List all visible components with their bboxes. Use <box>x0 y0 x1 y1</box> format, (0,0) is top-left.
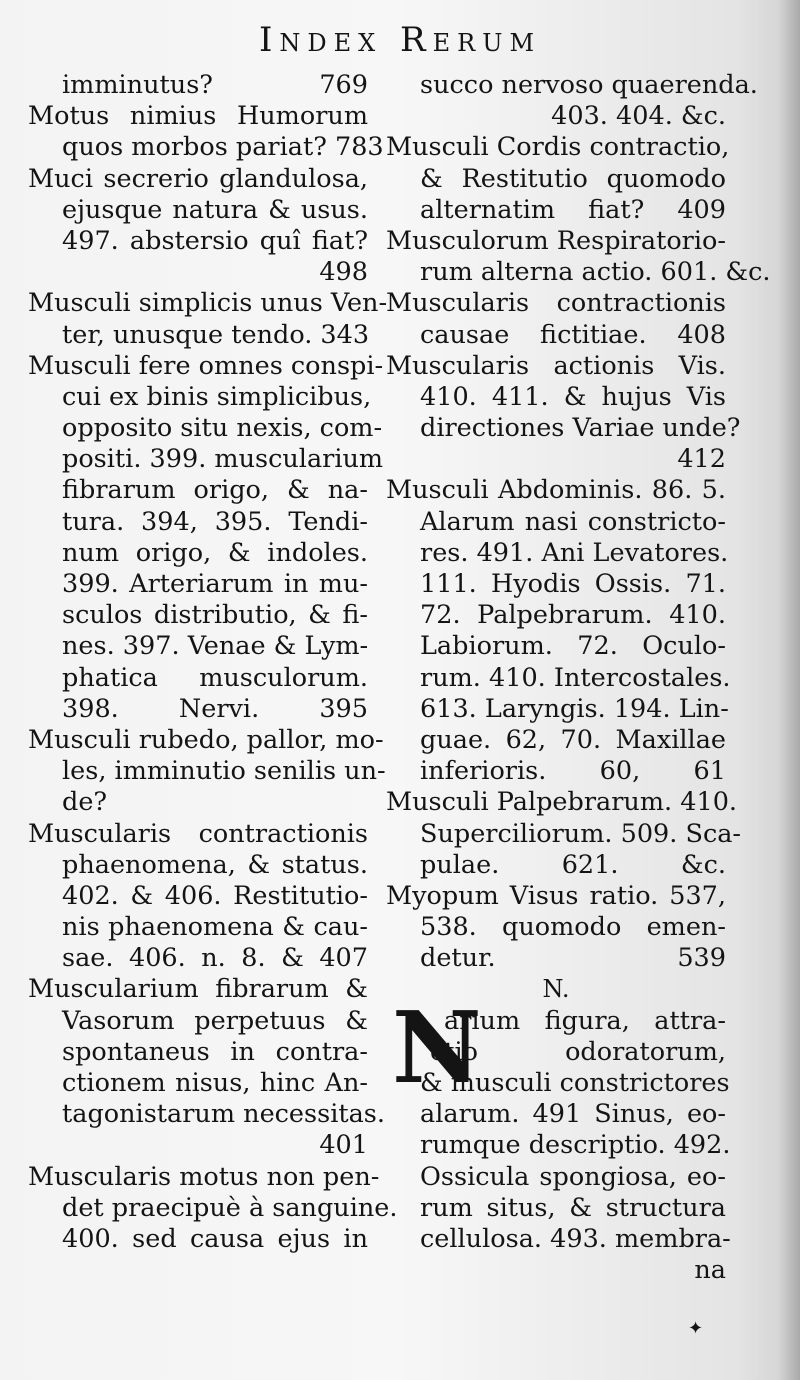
index-line: Musculi fere omnes conspi- <box>28 350 384 381</box>
index-line: ter, unusque tendo. 343 <box>62 319 370 350</box>
index-line: det praecipuè à sanguine. <box>62 1192 398 1223</box>
index-line: Musculi simplicis unus Ven- <box>28 288 388 319</box>
ornament-mark: ✦ <box>688 1318 704 1339</box>
index-line: & musculi constrictores <box>420 1068 730 1098</box>
index-line: cellulosa. 493. membra- <box>420 1223 731 1254</box>
index-line: Motus nimius Humorum <box>28 101 368 132</box>
index-line: 403. 404. &c. <box>551 101 726 132</box>
index-line: Alarum nasi constricto- <box>420 506 726 537</box>
index-line: Musculi rubedo, pallor, mo- <box>28 724 384 755</box>
index-line: res. 491. Ani Levatores. <box>420 537 729 568</box>
index-line: 613. Laryngis. 194. Lin- <box>420 693 729 724</box>
page-edge-shadow <box>778 0 800 1380</box>
dropcap-line: arium figura, attra- <box>444 1005 726 1036</box>
left-column <box>28 70 398 1255</box>
index-line: Labiorum. 72. Oculo- <box>420 631 726 662</box>
index-line: tura. 394, 395. Tendi- <box>62 506 368 537</box>
index-line: na <box>694 1255 726 1286</box>
index-line: Musculorum Respiratorio- <box>386 225 726 256</box>
index-line: Myopum Visus ratio. 537, <box>386 880 726 911</box>
index-line: 412 <box>677 444 726 475</box>
index-line: succo nervoso quaerenda. <box>420 70 758 100</box>
index-line: phaenomena, & status. <box>62 849 368 880</box>
index-line: 498 <box>319 257 368 288</box>
index-line: 399. Arteriarum in mu- <box>62 569 368 599</box>
index-line: de? <box>62 787 108 818</box>
index-line: cui ex binis simplicibus, <box>62 381 372 412</box>
index-line: directiones Variae unde? <box>420 413 741 444</box>
index-line: imminutus? 769 <box>62 70 368 100</box>
section-letter: N. <box>542 975 570 1004</box>
index-line: 401 <box>319 1130 368 1161</box>
index-line: Superciliorum. 509. Sca- <box>420 818 742 849</box>
dropcap-line: ctio odoratorum, <box>430 1036 726 1067</box>
index-line: pulae. 621. &c. <box>420 849 726 880</box>
index-line: Muscularis contractionis <box>28 818 368 849</box>
index-line: detur. 539 <box>420 943 726 974</box>
index-line: positi. 399. muscularium <box>62 444 384 475</box>
index-line: 497. abstersio quî fiat? <box>62 225 368 256</box>
dropcap-letter: N <box>392 990 482 1106</box>
index-line: spontaneus in contra- <box>62 1036 368 1067</box>
right-column-entries <box>386 70 771 974</box>
index-line: 538. quomodo emen- <box>420 912 726 943</box>
index-line: Muscularis motus non pen- <box>28 1161 380 1192</box>
index-line: fibrarum origo, & na- <box>62 475 368 506</box>
index-line: Musculi Palpebrarum. 410. <box>386 787 738 818</box>
index-line: 111. Hyodis Ossis. 71. <box>420 569 726 599</box>
index-line: quos morbos pariat? 783 <box>62 132 384 163</box>
index-line: Muscularis actionis Vis. <box>386 350 726 381</box>
index-line: nes. 397. Venae & Lym- <box>62 631 369 662</box>
index-line: rum situs, & structura <box>420 1192 726 1223</box>
index-line: Ossicula spongiosa, eo- <box>420 1161 726 1192</box>
index-line: Vasorum perpetuus & <box>62 1005 368 1036</box>
right-column <box>386 70 771 1286</box>
index-line: sculos distributio, & fi- <box>62 600 368 631</box>
index-line: ejusque natura & usus. <box>62 194 368 225</box>
index-line: les, imminutio senilis un- <box>62 756 386 787</box>
index-line: inferioris. 60, 61 <box>420 756 726 787</box>
index-line: causae fictitiae. 408 <box>420 319 726 350</box>
index-line: & Restitutio quomodo <box>420 163 726 194</box>
index-line: alternatim fiat? 409 <box>420 194 726 225</box>
page-header: Index Rerum <box>258 20 542 60</box>
index-line: Muci secrerio glandulosa, <box>28 163 368 194</box>
index-line: rum alterna actio. 601. &c. <box>420 257 771 288</box>
index-line: 398. Nervi. 395 <box>62 693 368 724</box>
index-line: nis phaenomena & cau- <box>62 912 368 943</box>
index-line: ctionem nisus, hinc An- <box>62 1068 368 1098</box>
index-line: guae. 62, 70. Maxillae <box>420 724 726 755</box>
index-line: 400. sed causa ejus in <box>62 1223 368 1254</box>
index-line: 402. & 406. Restitutio- <box>62 880 368 911</box>
index-line: sae. 406. n. 8. & 407 <box>62 943 368 974</box>
index-line: rumque descriptio. 492. <box>420 1130 731 1161</box>
index-line: tagonistarum necessitas. <box>62 1099 385 1130</box>
index-line: opposito situ nexis, com- <box>62 413 383 444</box>
index-line: Muscularis contractionis <box>386 288 726 319</box>
index-line: alarum. 491 Sinus, eo- <box>420 1099 726 1130</box>
index-line: num origo, & indoles. <box>62 537 368 568</box>
index-line: Musculi Cordis contractio, <box>386 132 730 163</box>
index-line: 72. Palpebrarum. 410. <box>420 600 726 631</box>
index-line: Muscularium fibrarum & <box>28 974 368 1005</box>
index-line: rum. 410. Intercostales. <box>420 662 731 693</box>
index-line: phatica musculorum. <box>62 662 368 693</box>
index-line: Musculi Abdominis. 86. 5. <box>386 475 726 506</box>
index-line: 410. 411. & hujus Vis <box>420 381 726 412</box>
